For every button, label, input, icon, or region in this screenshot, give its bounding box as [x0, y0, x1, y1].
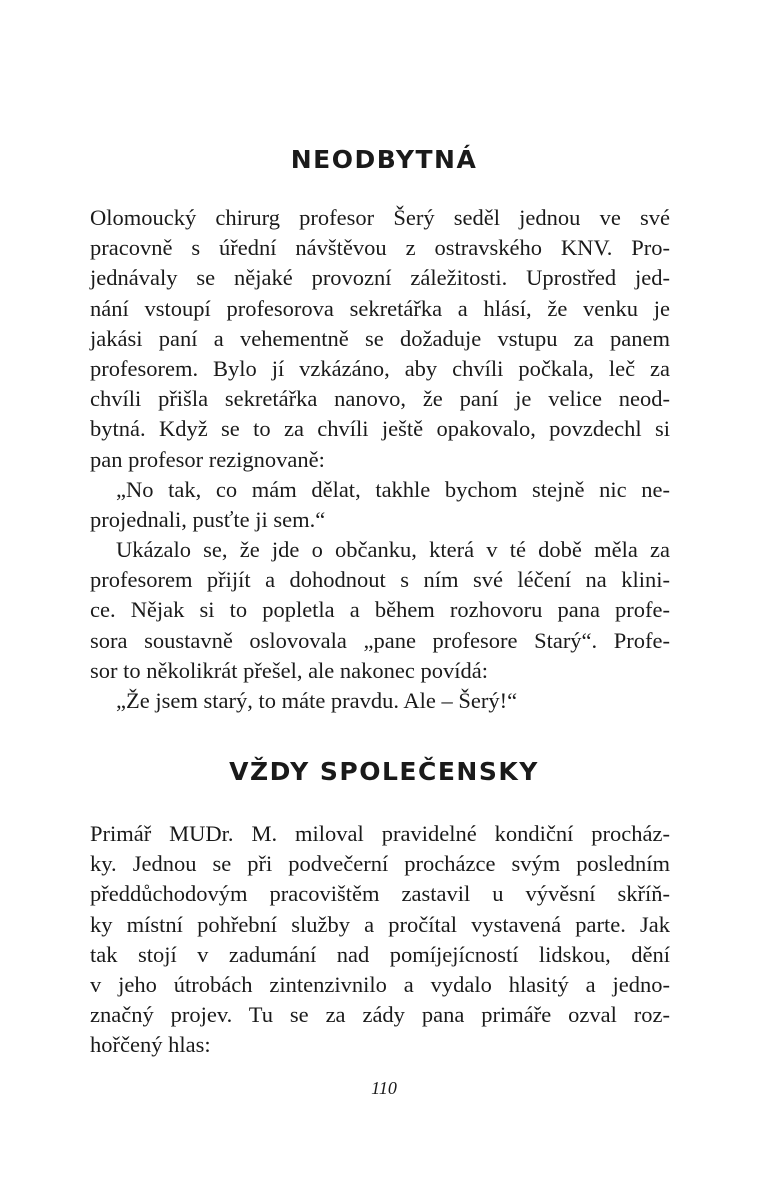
text-line: Ukázalo se, že jde o občanku, která v té době měla za: [116, 537, 670, 563]
text-line: Primář MUDr. M. miloval pravidelné kondiční procház-: [90, 821, 670, 846]
text-line: v jeho útrobách zintenzivnilo a vydalo hlasitý a jedno-: [90, 971, 670, 997]
section-title-neodbytna: NEODBYTNÁ: [290, 145, 478, 174]
text-line: pracovně s úřední návštěvou z ostravského KNV. Pro-: [90, 235, 670, 261]
text-line: jednávaly se nějaké provozní záležitosti. Uprostřed jed-: [90, 265, 670, 291]
text-line: „Že jsem starý, to máte pravdu. Ale – Šerý!“: [116, 688, 518, 713]
text-line: bytná. Když se to za chvíli ještě opakovalo, povzdechl si: [90, 416, 670, 442]
text-line: ky místní pohřební služby a pročítal vystavená parte. Jak: [90, 911, 670, 937]
story-text-neodbytna: [90, 203, 670, 716]
text-line: jakási paní a vehementně se dožaduje vstupu za panem: [90, 325, 670, 351]
text-line: sor to několikrát přešel, ale nakonec povídá:: [90, 657, 488, 683]
text-line: tak stojí v zadumání nad pomíjejícností lidskou, dění: [90, 941, 670, 967]
page-number: 110: [371, 1078, 397, 1098]
story-text-vzdy-spolecensky: [90, 819, 670, 1061]
text-line: profesorem. Bylo jí vzkázáno, aby chvíli počkala, leč za: [90, 355, 670, 381]
text-line: „No tak, co mám dělat, takhle bychom stejně nic ne-: [116, 476, 670, 502]
text-line: nání vstoupí profesorova sekretářka a hlásí, že venku je: [90, 295, 670, 321]
text-line: sora soustavně oslovovala „pane profesore Starý“. Profe-: [90, 627, 670, 653]
text-line: profesorem přijít a dohodnout s ním své léčení na klini-: [90, 567, 670, 593]
text-line: značný projev. Tu se za zády pana primáře ozval roz-: [90, 1002, 670, 1028]
text-line: ce. Nějak si to popletla a během rozhovoru pana profe-: [90, 597, 670, 623]
text-line: předdůchodovým pracovištěm zastavil u vývěsní skříň-: [90, 881, 670, 907]
text-line: ky. Jednou se při podvečerní procházce svým posledním: [90, 851, 670, 877]
text-line: hořčený hlas:: [90, 1032, 211, 1058]
text-line: projednali, pusťte ji sem.“: [90, 506, 326, 532]
text-line: pan profesor rezignovaně:: [90, 446, 325, 472]
section-title-vzdy-spolecensky: VŽDY SPOLEČENSKY: [229, 757, 539, 786]
text-line: chvíli přišla sekretářka nanovo, že paní je velice neod-: [90, 386, 670, 412]
text-line: Olomoucký chirurg profesor Šerý seděl jednou ve své: [90, 205, 670, 230]
